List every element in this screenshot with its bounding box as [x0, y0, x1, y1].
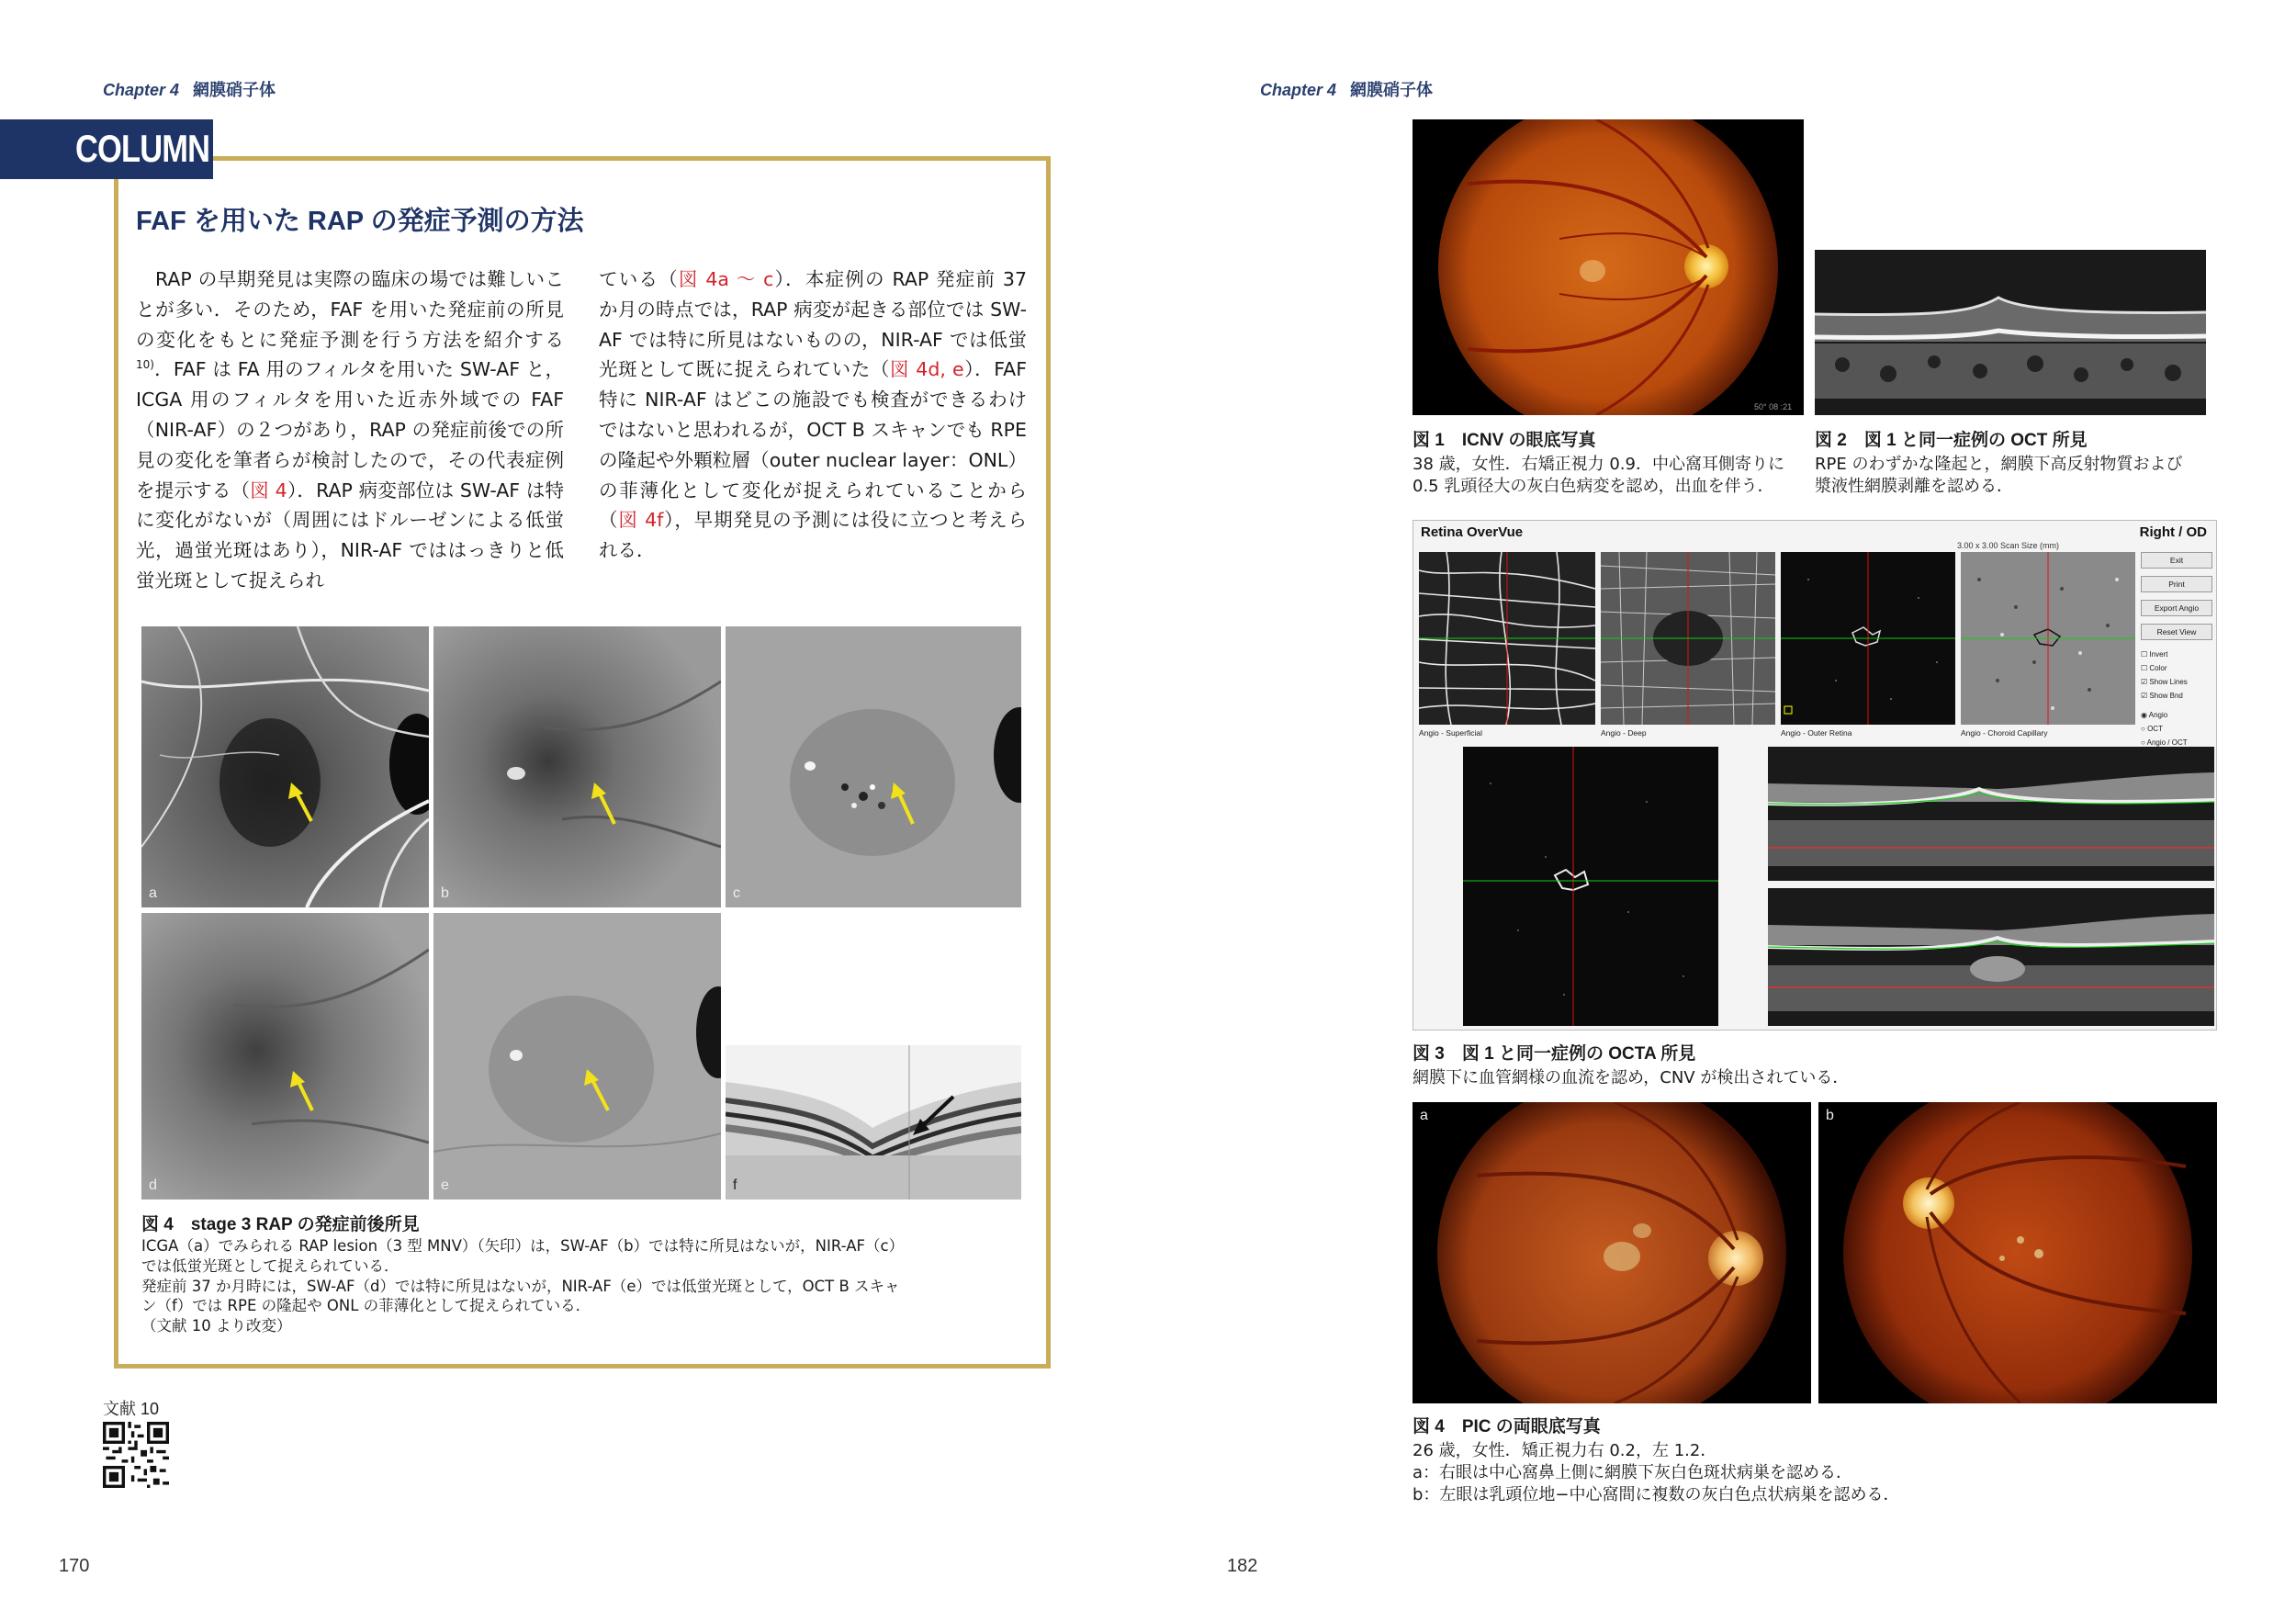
- angio-oct-radio[interactable]: ○ Angio / OCT: [2141, 738, 2188, 747]
- fig4-left-caption: [141, 1236, 1023, 1336]
- oct-bscan-image: [726, 1045, 1021, 1200]
- angio-radio-label: Angio: [2148, 711, 2168, 719]
- fig4-left-line-4: ン（f）では RPE の隆起や ONL の菲薄化として捉えられている．: [141, 1297, 591, 1315]
- octa-app-title: Retina OverVue: [1421, 524, 1524, 540]
- fig2-caption: [1815, 454, 2219, 498]
- chapter-label: Chapter 4: [103, 81, 180, 99]
- print-button[interactable]: Print: [2141, 576, 2212, 592]
- left-running-head: [103, 77, 276, 101]
- exit-button[interactable]: Exit: [2141, 552, 2212, 569]
- octa-controls: [2141, 552, 2212, 763]
- ref-fig4f[interactable]: 図 4f: [618, 509, 664, 532]
- oct-radio-label: OCT: [2147, 725, 2163, 733]
- fig4-panel-a: [141, 626, 429, 907]
- fundus-right-eye: [1412, 1102, 1811, 1403]
- fundus-image: [1412, 119, 1804, 415]
- fig4-right-letter-b: b: [1826, 1108, 1834, 1123]
- panel-letter-f: f: [733, 1177, 737, 1193]
- fig4-right-line-2: a：右眼は中心窩鼻上側に網膜下灰白色斑状病巣を認める．: [1412, 1462, 1853, 1482]
- section-label: 網膜硝子体: [1350, 81, 1434, 99]
- angio-deep-panel[interactable]: [1601, 552, 1775, 725]
- octa-window: [1412, 520, 2217, 1031]
- scan-size-label: 3.00 x 3.00 Scan Size (mm): [1957, 541, 2060, 550]
- angio-choroid-panel[interactable]: [1961, 552, 2135, 725]
- panel-letter-b: b: [441, 885, 449, 901]
- citation-10: 10): [136, 358, 154, 372]
- fig3-title: 図 3 図 1 と同一症例の OCTA 所見: [1412, 1044, 1696, 1064]
- column-tab: [0, 119, 213, 179]
- fig4-left-line-2: では低蛍光斑として捉えられている．: [141, 1256, 400, 1275]
- fig4-panel-d: [141, 913, 429, 1200]
- chapter-label: Chapter 4: [1260, 81, 1337, 99]
- fig2-line-1: RPE のわずかな隆起と，網膜下高反射物質および: [1815, 455, 2183, 474]
- column-label: COLUMN: [75, 127, 210, 170]
- oct-bscan-top[interactable]: [1768, 747, 2214, 881]
- col1-text-3: ）．RAP 病変部位は SW-AF は特に変化がないが（周囲にはドルーゼンによる低蛍光，過蛍光斑はあり），NIR-AF でははっきりと低蛍光斑として捉えられ: [136, 479, 565, 591]
- fig1-title: 図 1 ICNV の眼底写真: [1412, 431, 1596, 450]
- fig4-left-line-1: ICGA（a）でみられる RAP lesion（3 型 MNV）（矢印）は，SW-AF（b）では特に所見はないが，NIR-AF（c）: [141, 1237, 905, 1255]
- label-deep: Angio - Deep: [1601, 728, 1647, 738]
- col1-text-1: RAP の早期発見は実際の臨床の場では難しいことが多い．そのため，FAF を用いた発症前の所見の変化をもとに発症予測を行う方法を紹介する: [136, 268, 564, 351]
- reset-view-button[interactable]: Reset View: [2141, 624, 2212, 640]
- label-superficial: Angio - Superficial: [1419, 728, 1482, 738]
- fig1-line-2: 0.5 乳頭径大の灰白色病変を認め，出血を伴う．: [1412, 476, 1774, 496]
- fig4-left-line-5: （文献 10 より改変）: [141, 1317, 292, 1335]
- nir-af-image: [726, 626, 1021, 907]
- fig4-right-caption: [1412, 1440, 2221, 1505]
- nir-af-prior-image: [433, 913, 721, 1200]
- col2-text-4: ），早期発見の予測には役に立つと考えられる．: [599, 509, 1028, 562]
- angio-outer-retina-panel[interactable]: [1781, 552, 1955, 725]
- fig4-panel-f: [726, 1045, 1021, 1200]
- fig2-title: 図 2 図 1 と同一症例の OCT 所見: [1815, 431, 2088, 450]
- color-checkbox[interactable]: ☐ Color: [2141, 664, 2167, 672]
- ref-fig4[interactable]: 図 4: [250, 479, 287, 501]
- column-title: FAF を用いた RAP の発症予測の方法: [136, 207, 584, 236]
- fig1-stamp: 50° 08 :21: [1754, 402, 1793, 411]
- octa-enface-large[interactable]: [1463, 747, 1718, 1026]
- fig4-right-line-3: b：左眼は乳頭位地−中心窩間に複数の灰白色点状病巣を認める．: [1412, 1484, 1900, 1504]
- body-column-1: [136, 265, 564, 596]
- col1-text-2: ．FAF は FA 用のフィルタを用いた SW-AF と，ICGA 用のフィルタを用いた近赤外域での FAF（NIR-AF）の２つがあり，RAP の発症前後での所見の変化を筆者らが検討したので，その代表症例を提示する（: [136, 358, 564, 501]
- ref-fig4a-c[interactable]: 図 4a 〜 c: [678, 268, 774, 290]
- show-lines-label: Show Lines: [2149, 678, 2188, 686]
- panel-letter-a: a: [149, 885, 157, 901]
- col2-text-3: ）．FAF 特に NIR-AF はどこの施設でも検査ができるわけではないと思われるが，OCT B スキャンでも RPE の隆起や外顆粒層（outer nuclear layer：ONL）の菲薄化として変化が捉えられていることから（: [599, 358, 1027, 532]
- fig1-fundus-photo: [1412, 119, 1804, 415]
- right-page-number: 182: [1227, 1556, 1258, 1576]
- sw-af-prior-image: [141, 913, 429, 1200]
- oct-image: [1815, 250, 2206, 415]
- fig4-panel-b: [433, 626, 721, 907]
- panel-letter-c: c: [733, 885, 740, 901]
- fig1-line-1: 38 歳，女性．右矯正視力 0.9．中心窩耳側寄りに: [1412, 455, 1784, 474]
- fig1-caption: [1412, 454, 1807, 498]
- fig4-right-title: 図 4 PIC の両眼底写真: [1412, 1417, 1601, 1436]
- color-label: Color: [2149, 664, 2167, 672]
- section-label: 網膜硝子体: [193, 81, 276, 99]
- panel-letter-d: d: [149, 1177, 157, 1193]
- angio-superficial-panel[interactable]: [1419, 552, 1595, 725]
- show-bnd-checkbox[interactable]: ☑ Show Bnd: [2141, 692, 2183, 700]
- body-column-2: [599, 265, 1027, 566]
- ref-fig4de[interactable]: 図 4d, e: [890, 358, 964, 381]
- fig4-panel-c: [726, 626, 1021, 907]
- fundus-left-eye: [1818, 1102, 2217, 1403]
- angio-radio[interactable]: ◉ Angio: [2141, 711, 2168, 719]
- oct-bscan-bottom[interactable]: [1768, 888, 2214, 1026]
- oct-radio[interactable]: ○ OCT: [2141, 725, 2163, 733]
- label-choroid: Angio - Choroid Capillary: [1961, 728, 2048, 738]
- angio-oct-radio-label: Angio / OCT: [2146, 738, 2188, 747]
- fig2-oct-image: [1815, 250, 2206, 415]
- show-bnd-label: Show Bnd: [2149, 692, 2183, 700]
- octa-eye-label: Right / OD: [2139, 524, 2207, 540]
- col2-text-2: ）．本症例の RAP 発症前 37 か月の時点では，RAP 病変が起きる部位では SW-AF では特に所見はないものの，NIR-AF では低蛍光斑として既に捉えられていた（: [599, 268, 1028, 381]
- label-outer-retina: Angio - Outer Retina: [1781, 728, 1852, 738]
- show-lines-checkbox[interactable]: ☑ Show Lines: [2141, 678, 2188, 686]
- fig4-left-line-3: 発症前 37 か月時には，SW-AF（d）では特に所見はないが，NIR-AF（e）では低蛍光斑として，OCT B スキャ: [141, 1277, 900, 1295]
- fig2-line-2: 漿液性網膜剥離を認める．: [1815, 476, 2013, 496]
- icga-image: [141, 626, 429, 907]
- fig3-caption: [1412, 1067, 2221, 1089]
- fig4-right-fundus-a: [1412, 1102, 1811, 1403]
- invert-label: Invert: [2149, 650, 2168, 659]
- right-running-head: [1260, 77, 1433, 101]
- reference-label: 文献 10: [103, 1400, 160, 1418]
- fig4-right-fundus-b: [1818, 1102, 2217, 1403]
- qr-code[interactable]: [103, 1422, 169, 1488]
- sw-af-image: [433, 626, 721, 907]
- fig4-right-letter-a: a: [1420, 1108, 1428, 1123]
- col2-text-1: ている（: [599, 268, 679, 290]
- fig4-right-line-1: 26 歳，女性．矯正視力右 0.2，左 1.2．: [1412, 1441, 1717, 1460]
- invert-checkbox[interactable]: ☐ Invert: [2141, 650, 2168, 659]
- left-page-number: 170: [59, 1556, 90, 1576]
- fig4-panel-e: [433, 913, 721, 1200]
- export-angio-button[interactable]: Export Angio: [2141, 600, 2212, 616]
- fig4-left-title: 図 4 stage 3 RAP の発症前後所見: [141, 1215, 420, 1234]
- fig3-line-1: 網膜下に血管網様の血流を認め，CNV が検出されている．: [1412, 1068, 1850, 1087]
- panel-letter-e: e: [441, 1177, 449, 1193]
